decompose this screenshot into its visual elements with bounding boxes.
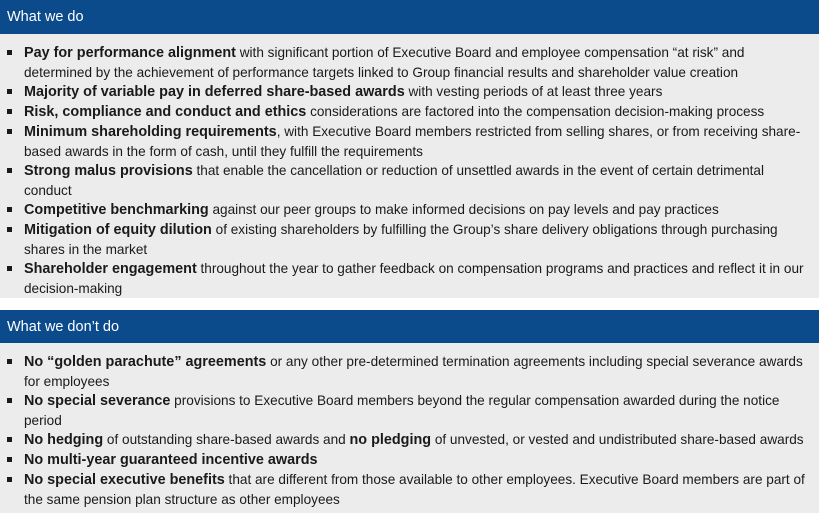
square-bullet-icon xyxy=(7,359,12,364)
list-item: No hedging of outstanding share-based awards and no pledging of unvested, or vested and undistributed share-based awards xyxy=(24,430,809,450)
what-we-dont-do-panel xyxy=(0,343,819,513)
square-bullet-icon xyxy=(7,109,12,114)
list-item: No special severance provisions to Executive Board members beyond the regular compensation awarded during the notice period xyxy=(24,391,809,430)
what-we-do-panel xyxy=(0,34,819,298)
list-item: Mitigation of equity dilution of existing shareholders by fulfilling the Group’s share delivery obligations through purchasing shares in the market xyxy=(24,220,809,259)
list-item: Majority of variable pay in deferred share-based awards with vesting periods of at least three years xyxy=(24,82,809,102)
what-we-dont-do-list xyxy=(0,352,819,509)
square-bullet-icon xyxy=(7,477,12,482)
list-item: Pay for performance alignment with significant portion of Executive Board and employee compensation “at risk” and determined by the achievement of performance targets linked to Group financial results and shareholder value creation xyxy=(24,43,809,82)
square-bullet-icon xyxy=(7,89,12,94)
what-we-dont-do-header xyxy=(0,310,819,343)
what-we-do-title: What we do xyxy=(7,9,84,25)
list-item: No multi-year guaranteed incentive awards xyxy=(24,450,809,470)
square-bullet-icon xyxy=(7,266,12,271)
square-bullet-icon xyxy=(7,207,12,212)
list-item: Risk, compliance and conduct and ethics considerations are factored into the compensation decision-making process xyxy=(24,102,809,122)
list-item: Shareholder engagement throughout the year to gather feedback on compensation programs and practices and reflect it in our decision-making xyxy=(24,259,809,298)
square-bullet-icon xyxy=(7,398,12,403)
list-item: Minimum shareholding requirements, with Executive Board members restricted from selling shares, or from receiving share-based awards in the form of cash, until they fulfill the requirements xyxy=(24,122,809,161)
list-item: Strong malus provisions that enable the cancellation or reduction of unsettled awards in the event of certain detrimental conduct xyxy=(24,161,809,200)
list-item: No special executive benefits that are different from those available to other employees. Executive Board members are part of the same pension plan structure as other employees xyxy=(24,470,809,509)
what-we-do-list xyxy=(0,43,819,298)
what-we-do-header xyxy=(0,0,819,34)
square-bullet-icon xyxy=(7,129,12,134)
list-item: No “golden parachute” agreements or any other pre-determined termination agreements including special severance awards for employees xyxy=(24,352,809,391)
square-bullet-icon xyxy=(7,227,12,232)
square-bullet-icon xyxy=(7,168,12,173)
list-item: Competitive benchmarking against our peer groups to make informed decisions on pay levels and pay practices xyxy=(24,200,809,220)
square-bullet-icon xyxy=(7,50,12,55)
what-we-dont-do-title: What we don’t do xyxy=(7,318,120,335)
square-bullet-icon xyxy=(7,437,12,442)
square-bullet-icon xyxy=(7,457,12,462)
